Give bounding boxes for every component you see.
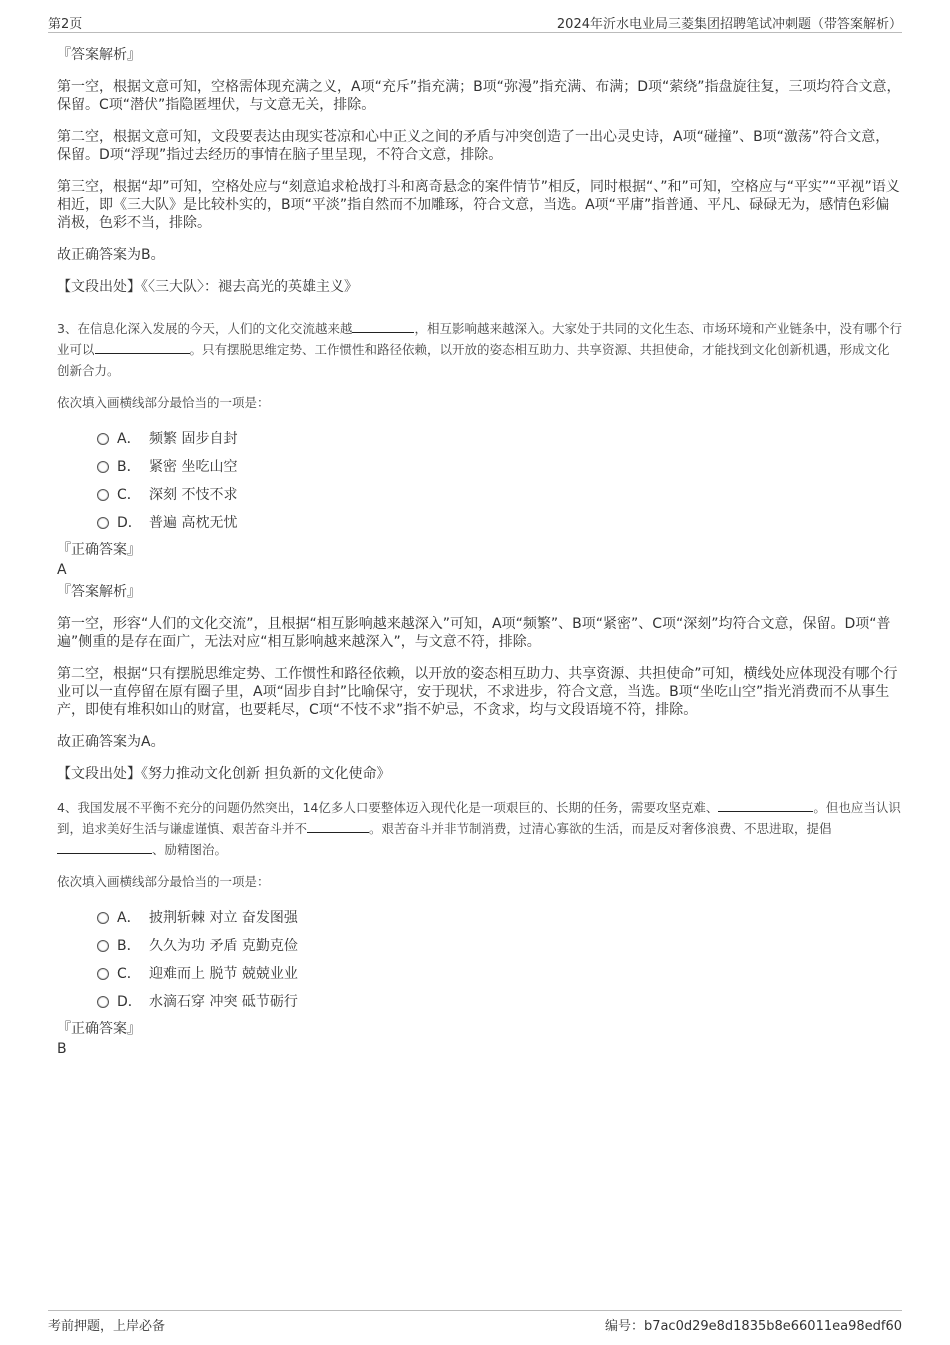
radio-icon[interactable]	[97, 912, 109, 924]
q4-text-4: 、励精图治。	[152, 842, 228, 857]
option-text: 普遍 高枕无忧	[149, 515, 238, 531]
q3-text-2: ，相互影响越来越深入。大家处于共同的文化生态、市场环境和产业链条中，没有哪个行业可以	[57, 321, 902, 357]
q3-analysis-p1: 第一空，形容“人们的文化交流”，且根据“相互影响越来越深入”可知，A项“频繁”、B项“紧密”、C项“深刻”均符合文意，保留。D项“普遍”侧重的是存在面广，无法对应“相互影响越来越深入”，与文意不符，排除。	[57, 616, 891, 650]
q3-text-1: 3、在信息化深入发展的今天，人们的文化交流越来越	[57, 321, 353, 336]
option-letter: C．	[117, 487, 141, 503]
source-label: 【文段出处】	[57, 766, 141, 782]
blank-2	[95, 341, 190, 354]
option-text: 披荆斩棘 对立 奋发图强	[149, 910, 298, 926]
option-letter: C．	[117, 966, 141, 982]
option-text: 频繁 固步自封	[149, 431, 238, 447]
option-letter: B．	[117, 938, 141, 954]
document-body	[57, 38, 902, 1058]
source-title: 《努力推动文化创新 担负新的文化使命》	[141, 766, 391, 782]
q4-correct-label: 『正确答案』	[57, 1021, 141, 1037]
radio-icon[interactable]	[97, 968, 109, 980]
q4-option-d[interactable]	[97, 988, 902, 1016]
q3-answer: A	[57, 562, 67, 578]
blank-2	[307, 820, 369, 833]
source-label: 【文段出处】	[57, 279, 141, 295]
page-number: 第2页	[48, 17, 83, 32]
q3-correct-label: 『正确答案』	[57, 542, 141, 558]
q3-analysis-label: 『答案解析』	[57, 584, 141, 600]
q3-conclusion: 故正确答案为A。	[57, 734, 165, 750]
q3-option-b[interactable]	[97, 453, 902, 481]
page-header	[48, 12, 902, 33]
q2-source	[57, 278, 902, 296]
document-title: 2024年沂水电业局三菱集团招聘笔试冲刺题（带答案解析）	[556, 17, 902, 32]
footer-slogan: 考前押题，上岸必备	[48, 1319, 166, 1334]
radio-icon[interactable]	[97, 940, 109, 952]
q3-text-3: 。只有摆脱思维定势、工作惯性和路径依赖，以开放的姿态相互助力、共享资源、共担使命，才能找到文化创新机遇，形成文化创新合力。	[57, 342, 890, 378]
q3-analysis-p2: 第二空，根据“只有摆脱思维定势、工作惯性和路径依赖，以开放的姿态相互助力、共享资源、共担使命”可知，横线处应体现没有哪个行业可以一直停留在原有圈子里，A项“固步自封”比喻保守，安于现状，不求进步，符合文意，当选。B项“坐吃山空”指光消费而不从事生产，即使有堆积如山的财富，也要耗尽，C项“不忮不求”指不妒忌，不贪求，均与文段语境不符，排除。	[57, 666, 898, 718]
q4-stem	[57, 797, 902, 860]
option-letter: A．	[117, 431, 141, 447]
q4-text-1: 4、我国发展不平衡不充分的问题仍然突出，14亿多人口要整体迈入现代化是一项艰巨的、长期的任务，需要攻坚克难、	[57, 800, 719, 815]
q4-answer: B	[57, 1041, 67, 1057]
q2-analysis-label: 『答案解析』	[57, 47, 141, 63]
q2-analysis-p1: 第一空，根据文意可知，空格需体现充满之义，A项“充斥”指充满；B项“弥漫”指充满、布满；D项“萦绕”指盘旋往复，三项均符合文意，保留。C项“潜伏”指隐匿埋伏，与文意无关，排除。	[57, 79, 901, 113]
q4-options	[57, 904, 902, 1016]
q4-instruction: 依次填入画横线部分最恰当的一项是：	[57, 874, 270, 889]
document-id: 编号：b7ac0d29e8d1835b8e66011ea98edf60	[604, 1319, 902, 1334]
q3-instruction: 依次填入画横线部分最恰当的一项是：	[57, 395, 270, 410]
option-letter: D．	[117, 994, 142, 1010]
blank-1	[352, 320, 414, 333]
radio-icon[interactable]	[97, 489, 109, 501]
q4-text-2: 。但也应当认识到，追求美好生活与谦虚谨慎、艰苦奋斗并不	[57, 800, 901, 836]
radio-icon[interactable]	[97, 461, 109, 473]
q3-options	[57, 425, 902, 537]
q3-option-a[interactable]	[97, 425, 902, 453]
q3-option-c[interactable]	[97, 481, 902, 509]
option-text: 深刻 不忮不求	[149, 487, 238, 503]
q3-stem	[57, 318, 902, 381]
option-text: 久久为功 矛盾 克勤克俭	[149, 938, 298, 954]
radio-icon[interactable]	[97, 996, 109, 1008]
blank-1	[718, 799, 813, 812]
source-title: 《〈三大队〉：褪去高光的英雄主义》	[141, 279, 358, 295]
q3-option-d[interactable]	[97, 509, 902, 537]
q4-text-3: 。艰苦奋斗并非节制消费，过清心寡欲的生活，而是反对奢侈浪费、不思进取，提倡	[369, 821, 832, 836]
q4-option-c[interactable]	[97, 960, 902, 988]
option-letter: D．	[117, 515, 142, 531]
radio-icon[interactable]	[97, 433, 109, 445]
option-letter: B．	[117, 459, 141, 475]
blank-3	[57, 841, 152, 854]
q2-conclusion: 故正确答案为B。	[57, 247, 165, 263]
option-text: 水滴石穿 冲突 砥节砺行	[149, 994, 298, 1010]
q4-option-b[interactable]	[97, 932, 902, 960]
option-letter: A．	[117, 910, 141, 926]
q4-option-a[interactable]	[97, 904, 902, 932]
option-text: 紧密 坐吃山空	[149, 459, 238, 475]
q2-analysis-p2: 第二空，根据文意可知，文段要表达由现实苍凉和心中正义之间的矛盾与冲突创造了一出心灵史诗，A项“碰撞”、B项“激荡”符合文意，保留。D项“浮现”指过去经历的事情在脑子里呈现，不符合文意，排除。	[57, 129, 890, 163]
page-footer	[48, 1310, 902, 1334]
option-text: 迎难而上 脱节 兢兢业业	[149, 966, 298, 982]
q2-analysis-p3: 第三空，根据“却”可知，空格处应与“刻意追求枪战打斗和离奇悬念的案件情节”相反，同时根据“、”和”可知，空格应与“平实”“平视”语义相近，即《三大队》是比较朴实的，B项“平淡”指自然而不加雕琢，符合文意，当选。A项“平庸”指普通、平凡、碌碌无为，感情色彩偏消极，色彩不当，排除。	[57, 179, 900, 231]
radio-icon[interactable]	[97, 517, 109, 529]
q3-source	[57, 765, 902, 783]
